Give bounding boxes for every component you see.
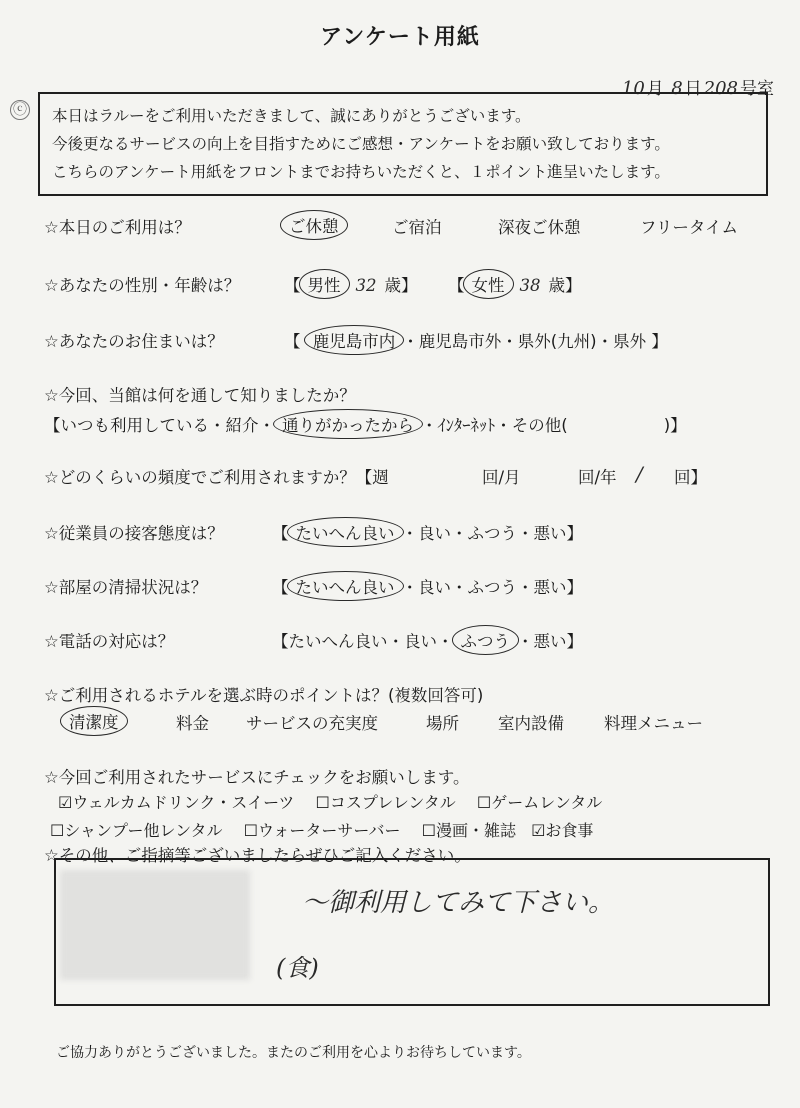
footer-thanks: ご協力ありがとうございました。またのご利用を心よりお待ちしています。 bbox=[56, 1045, 531, 1061]
day-value: 8 bbox=[671, 78, 683, 99]
q11-label: ☆その他、ご指摘等ございましたらぜひご記入ください。 bbox=[44, 846, 471, 865]
q10-label: ☆今回ご利用されたサービスにチェックをお願いします。 bbox=[44, 768, 470, 787]
q5-per-year[interactable]: 回/年 bbox=[578, 468, 617, 487]
q1-option-late-rest[interactable]: 深夜ご休憩 bbox=[498, 218, 581, 237]
q6-options[interactable]: 【 たいへん良い ・良い・ふつう・悪い】 bbox=[272, 520, 583, 544]
q4-options[interactable]: 【いつも利用している・紹介・ 通りがかったから ・ｲﾝﾀｰﾈｯﾄ・その他( )】 bbox=[44, 412, 687, 436]
q1-option-free-time[interactable]: フリータイム bbox=[640, 218, 739, 237]
intro-line-2: 今後更なるサービスの向上を目指すためにご感想・アンケートをお願い致しております。 bbox=[52, 135, 670, 153]
checkbox-icon[interactable]: ☐ bbox=[476, 793, 492, 812]
q9-option-menu[interactable]: 料理メニュー bbox=[604, 714, 703, 733]
q9-option-service[interactable]: サービスの充実度 bbox=[246, 714, 378, 733]
q7-label: ☆部屋の清掃状況は？ bbox=[44, 578, 208, 597]
room-unit: 号室 bbox=[740, 79, 774, 99]
q9-option-facilities[interactable]: 室内設備 bbox=[498, 714, 564, 733]
redacted-area bbox=[60, 870, 250, 980]
q4-label: ☆今回、当館は何を通して知りましたか？ bbox=[44, 386, 356, 405]
q5-per-month[interactable]: 回/月 bbox=[482, 468, 521, 487]
q1-option-stay[interactable]: ご宿泊 bbox=[392, 218, 442, 237]
q5-label: ☆どのくらいの頻度でご利用されますか？【週 bbox=[44, 468, 389, 487]
checkbox-icon[interactable]: ☐ bbox=[50, 821, 65, 840]
room-number: 208 bbox=[703, 78, 738, 99]
q1-option-rest[interactable]: ご休憩 bbox=[282, 214, 346, 236]
month-unit: 月 bbox=[646, 79, 664, 99]
intro-line-3: こちらのアンケート用紙をフロントまでお持ちいただくと、１ポイント進呈いたします。 bbox=[52, 163, 670, 181]
month-value: 10 bbox=[621, 78, 645, 99]
day-unit: 日 bbox=[684, 79, 702, 99]
q5-times[interactable]: 回】 bbox=[674, 468, 707, 487]
checkbox-checked-icon[interactable]: ☑ bbox=[531, 821, 546, 840]
q3-options[interactable]: 【 鹿児島市内 ・鹿児島市外・県外(九州)・県外 】 bbox=[284, 328, 668, 352]
q9-option-location[interactable]: 場所 bbox=[426, 714, 459, 733]
intro-line-1: 本日はラルーをご利用いただきまして、誠にありがとうございます。 bbox=[52, 107, 531, 125]
q7-options[interactable]: 【 たいへん良い ・良い・ふつう・悪い】 bbox=[272, 574, 583, 598]
form-title: アンケート用紙 bbox=[320, 25, 480, 50]
checkbox-checked-icon[interactable]: ☑ bbox=[58, 793, 73, 812]
checkbox-icon[interactable]: ☐ bbox=[243, 821, 258, 840]
handwritten-comment: 〜御利用してみて下さい。 bbox=[302, 888, 615, 918]
q10-row-2[interactable]: ☐シャンプー他レンタル ☐ウォーターサーバー ☐漫画・雑誌 ☑お食事 bbox=[50, 821, 594, 840]
q8-options[interactable]: 【たいへん良い・良い・ ふつう ・悪い】 bbox=[272, 628, 583, 652]
q2-female[interactable]: 【 女性 38 歳】 bbox=[448, 272, 582, 296]
margin-mark: ⓒ bbox=[10, 100, 30, 120]
q9-option-price[interactable]: 料金 bbox=[176, 714, 209, 733]
q2-label: ☆あなたの性別・年齢は？ bbox=[44, 276, 241, 295]
q10-row-1[interactable]: ☑ウェルカムドリンク・スイーツ ☐コスプレレンタル ☐ゲームレンタル bbox=[58, 793, 603, 812]
q5-slash: / bbox=[636, 462, 643, 486]
checkbox-icon[interactable]: ☐ bbox=[315, 793, 330, 812]
q8-label: ☆電話の対応は？ bbox=[44, 632, 175, 651]
q2-male[interactable]: 【 男性 32 歳】 bbox=[284, 272, 418, 296]
q1-label: ☆本日のご利用は？ bbox=[44, 218, 191, 237]
checkbox-icon[interactable]: ☐ bbox=[421, 821, 436, 840]
handwritten-signature: (食) bbox=[276, 954, 319, 982]
q3-label: ☆あなたのお住まいは？ bbox=[44, 332, 224, 351]
intro-box bbox=[38, 92, 768, 196]
q9-option-cleanliness[interactable]: 清潔度 bbox=[62, 710, 126, 732]
q6-label: ☆従業員の接客態度は？ bbox=[44, 524, 224, 543]
q9-label: ☆ご利用されるホテルを選ぶ時のポイントは？(複数回答可) bbox=[44, 686, 484, 705]
